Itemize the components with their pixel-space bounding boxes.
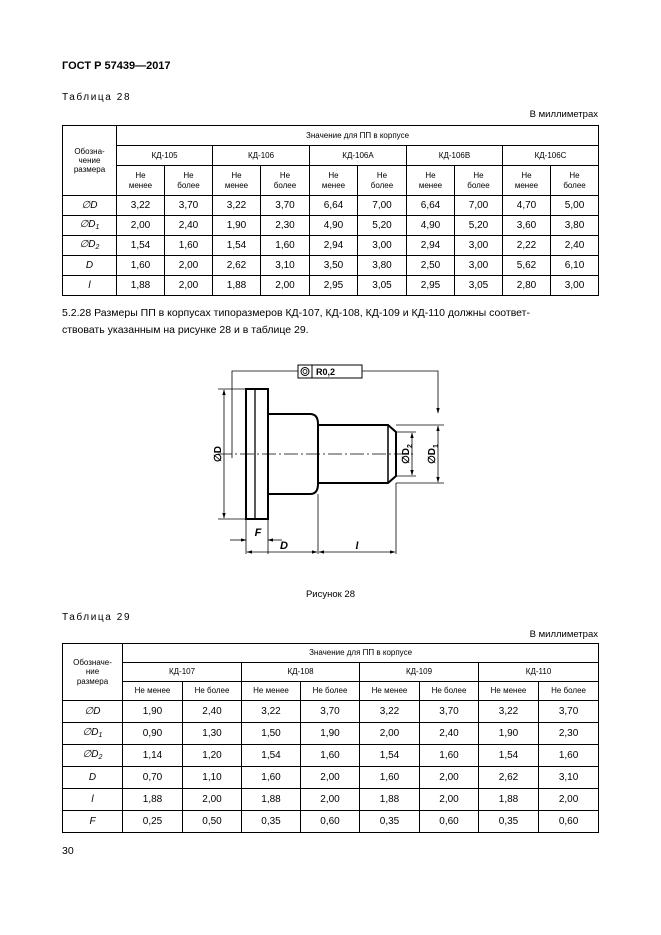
figure28-drawing [200,358,460,563]
value-cell: 1,60 [117,256,165,276]
corner-line: чение [78,155,101,165]
value-cell: 2,00 [165,256,213,276]
dimension-symbol [63,216,117,236]
subheader-line: менее [224,180,249,190]
subheader-line: Не [521,171,532,181]
label-D-text: ∅D [213,446,224,462]
subheader-line: более [563,180,586,190]
value-cell: 7,00 [358,196,407,216]
table-row [63,789,599,811]
table-row [63,745,599,767]
value-cell: 6,64 [407,196,455,216]
table29 [62,643,599,833]
symbol-text: ∅D [79,218,96,230]
value-cell: 2,00 [183,789,242,811]
symbol-subscript: 1 [95,223,100,231]
tolerance-value: R0,2 [316,367,336,377]
symbol-text: F [89,815,96,827]
table-row [63,811,599,833]
table29-case-header: КД-110 [479,663,599,682]
table28-corner-header [63,126,117,196]
table28-units: В миллиметрах [529,109,598,120]
value-cell: 2,00 [420,767,479,789]
value-cell: 0,60 [420,811,479,833]
subheader-min: Не менее [479,682,539,701]
subheader-line: Не [569,171,580,181]
label-l: l [355,540,359,552]
value-cell: 3,70 [261,196,310,216]
table-row [63,276,599,296]
symbol-text: ∅D [81,199,98,211]
subheader-max [551,166,599,196]
value-cell: 3,00 [358,236,407,256]
value-cell: 2,40 [165,216,213,236]
value-cell: 3,00 [551,276,599,296]
dimension-symbol [63,236,117,256]
value-cell: 5,00 [551,196,599,216]
subheader-max: Не более [183,682,242,701]
subheader-max [455,166,503,196]
table-row [63,701,599,723]
subheader-line: более [370,180,394,190]
value-cell: 5,20 [455,216,503,236]
value-cell: 1,88 [213,276,261,296]
table28-case-header: КД-106А [310,146,407,166]
value-cell: 2,30 [261,216,310,236]
value-cell: 1,88 [479,789,539,811]
value-cell: 2,30 [539,723,599,745]
value-cell: 5,20 [358,216,407,236]
corner-line: размера [76,676,109,686]
value-cell: 1,54 [117,236,165,256]
value-cell: 1,60 [301,745,360,767]
value-cell: 2,00 [360,723,420,745]
subheader-line: Не [425,171,436,181]
value-cell: 6,10 [551,256,599,276]
value-cell: 1,14 [123,745,183,767]
value-cell: 1,10 [183,767,242,789]
value-cell: 4,70 [503,196,551,216]
value-cell: 3,05 [455,276,503,296]
value-cell: 2,95 [310,276,358,296]
dimension-symbol [63,701,123,723]
figure28-caption: Рисунок 28 [305,589,356,600]
table29-case-header: КД-108 [242,663,360,682]
table28 [62,125,599,296]
body-paragraph [62,305,598,339]
value-cell: 2,40 [420,723,479,745]
value-cell: 0,60 [301,811,360,833]
dimension-symbol [63,256,117,276]
symbol-text: ∅D [82,748,99,760]
value-cell: 0,35 [479,811,539,833]
subheader-min: Не менее [123,682,183,701]
table28-case-header: КД-106 [213,146,310,166]
value-cell: 1,90 [479,723,539,745]
value-cell: 2,40 [183,701,242,723]
symbol-text: D [85,259,94,271]
value-cell: 3,22 [117,196,165,216]
subheader-min [310,166,358,196]
subheader-line: Не [376,171,388,181]
value-cell: 1,88 [123,789,183,811]
corner-line: Обозна- [74,146,105,156]
dimension-symbol [63,811,123,833]
value-cell: 0,70 [123,767,183,789]
value-cell: 2,00 [301,789,360,811]
value-cell: 3,70 [301,701,360,723]
table29-subheader-row [63,682,599,701]
page-number: 30 [62,845,74,857]
dimension-symbol [63,767,123,789]
value-cell: 2,62 [213,256,261,276]
table-row [63,256,599,276]
subheader-max: Не более [539,682,599,701]
value-cell: 1,60 [360,767,420,789]
symbol-text: D [88,771,97,783]
document-header: ГОСТ Р 57439—2017 [62,60,171,72]
subheader-min [117,166,165,196]
value-cell: 7,00 [455,196,503,216]
value-cell: 1,88 [360,789,420,811]
table28-case-header: КД-105 [117,146,213,166]
value-cell: 2,00 [261,276,310,296]
value-cell: 0,50 [183,811,242,833]
value-cell: 2,00 [165,276,213,296]
value-cell: 4,90 [407,216,455,236]
value-cell: 4,90 [310,216,358,236]
table29-units: В миллиметрах [529,629,598,640]
table29-case-header: КД-109 [360,663,479,682]
symbol-text: l [88,279,91,291]
subheader-max [165,166,213,196]
subheader-min [407,166,455,196]
value-cell: 1,60 [539,745,599,767]
value-cell: 1,60 [242,767,301,789]
table29-corner-header [63,644,123,701]
subheader-max: Не более [301,682,360,701]
value-cell: 0,35 [242,811,301,833]
value-cell: 5,62 [503,256,551,276]
table-row [63,723,599,745]
subheader-line: более [177,180,200,190]
value-cell: 3,22 [242,701,301,723]
symbol-text: ∅D [79,238,96,250]
label-D1-text: ∅D [427,447,438,464]
table28-case-header: КД-106В [407,146,503,166]
value-cell: 3,00 [455,256,503,276]
value-cell: 3,22 [479,701,539,723]
value-cell: 0,25 [123,811,183,833]
subheader-line: Не [279,171,291,181]
value-cell: 3,22 [213,196,261,216]
value-cell: 1,54 [242,745,301,767]
table-row [63,216,599,236]
table28-case-header: КД-106С [503,146,599,166]
symbol-text: l [91,793,94,805]
value-cell: 2,80 [503,276,551,296]
symbol-subscript: 2 [98,753,103,761]
value-cell: 3,70 [539,701,599,723]
subheader-line: Не [231,171,242,181]
value-cell: 2,00 [301,767,360,789]
table-row [63,236,599,256]
subheader-max: Не более [420,682,479,701]
table29-caption: Таблица 29 [62,612,132,623]
value-cell: 6,64 [310,196,358,216]
label-D1-sub: 1 [433,444,440,448]
corner-line: размера [73,165,106,175]
value-cell: 2,50 [407,256,455,276]
value-cell: 3,60 [503,216,551,236]
subheader-min [213,166,261,196]
table-row [63,196,599,216]
value-cell: 3,50 [310,256,358,276]
value-cell: 3,80 [358,256,407,276]
value-cell: 1,30 [183,723,242,745]
subheader-line: Не [183,171,194,181]
value-cell: 0,60 [539,811,599,833]
value-cell: 3,00 [455,236,503,256]
subheader-line: менее [514,180,539,190]
table29-group-header: Значение для ПП в корпусе [123,644,599,663]
dimension-symbol [63,276,117,296]
value-cell: 2,95 [407,276,455,296]
value-cell: 1,90 [213,216,261,236]
value-cell: 3,70 [420,701,479,723]
symbol-text: ∅D [82,726,99,738]
label-F: F [254,527,262,539]
value-cell: 1,54 [360,745,420,767]
table28-caption: Таблица 28 [62,92,132,103]
value-cell: 3,10 [261,256,310,276]
dimension-symbol [63,723,123,745]
value-cell: 1,90 [123,701,183,723]
value-cell: 2,94 [310,236,358,256]
dimension-symbol [63,789,123,811]
value-cell: 1,60 [165,236,213,256]
symbol-text: ∅D [84,705,101,717]
subheader-line: более [273,180,297,190]
label-D-length: D [280,540,288,552]
dimension-symbol [63,745,123,767]
value-cell: 2,94 [407,236,455,256]
subheader-line: Не [135,171,146,181]
tolerance-leader [362,371,438,404]
value-cell: 2,40 [551,236,599,256]
label-D [213,446,224,462]
label-D2-text: ∅D [401,447,412,464]
value-cell: 3,22 [360,701,420,723]
subheader-line: Не [328,171,339,181]
value-cell: 3,80 [551,216,599,236]
dimension-symbol [63,196,117,216]
paragraph-line: ствовать указанным на рисунке 28 и в таблице 29. [62,324,309,336]
value-cell: 1,20 [183,745,242,767]
value-cell: 1,60 [420,745,479,767]
subheader-min: Не менее [360,682,420,701]
value-cell: 2,00 [420,789,479,811]
value-cell: 1,88 [117,276,165,296]
subheader-line: менее [128,180,153,190]
value-cell: 2,00 [539,789,599,811]
value-cell: 0,90 [123,723,183,745]
value-cell: 3,70 [165,196,213,216]
corner-line: Обозначе- [73,658,112,668]
value-cell: 1,54 [213,236,261,256]
subheader-min [503,166,551,196]
value-cell: 1,54 [479,745,539,767]
value-cell: 2,22 [503,236,551,256]
subheader-max [358,166,407,196]
value-cell: 2,00 [117,216,165,236]
value-cell: 2,62 [479,767,539,789]
subheader-line: менее [418,180,443,190]
value-cell: 1,60 [261,236,310,256]
table-row [63,767,599,789]
table28-subheader-row [63,166,599,196]
value-cell: 1,50 [242,723,301,745]
label-D2-sub: 2 [407,444,414,448]
table29-case-header: КД-107 [123,663,242,682]
subheader-min: Не менее [242,682,301,701]
table28-group-header: Значение для ПП в корпусе [117,126,599,146]
subheader-line: менее [321,180,346,190]
paragraph-line: 5.2.28 Размеры ПП в корпусах типоразмеров КД-107, КД-108, КД-109 и КД-110 должны соответ- [62,307,530,319]
value-cell: 3,10 [539,767,599,789]
subheader-line: более [467,180,490,190]
value-cell: 1,88 [242,789,301,811]
symbol-subscript: 1 [98,731,103,739]
subheader-line: Не [473,171,484,181]
value-cell: 1,90 [301,723,360,745]
subheader-max [261,166,310,196]
value-cell: 3,05 [358,276,407,296]
value-cell: 0,35 [360,811,420,833]
corner-line: ние [85,667,100,677]
symbol-subscript: 2 [95,243,100,251]
